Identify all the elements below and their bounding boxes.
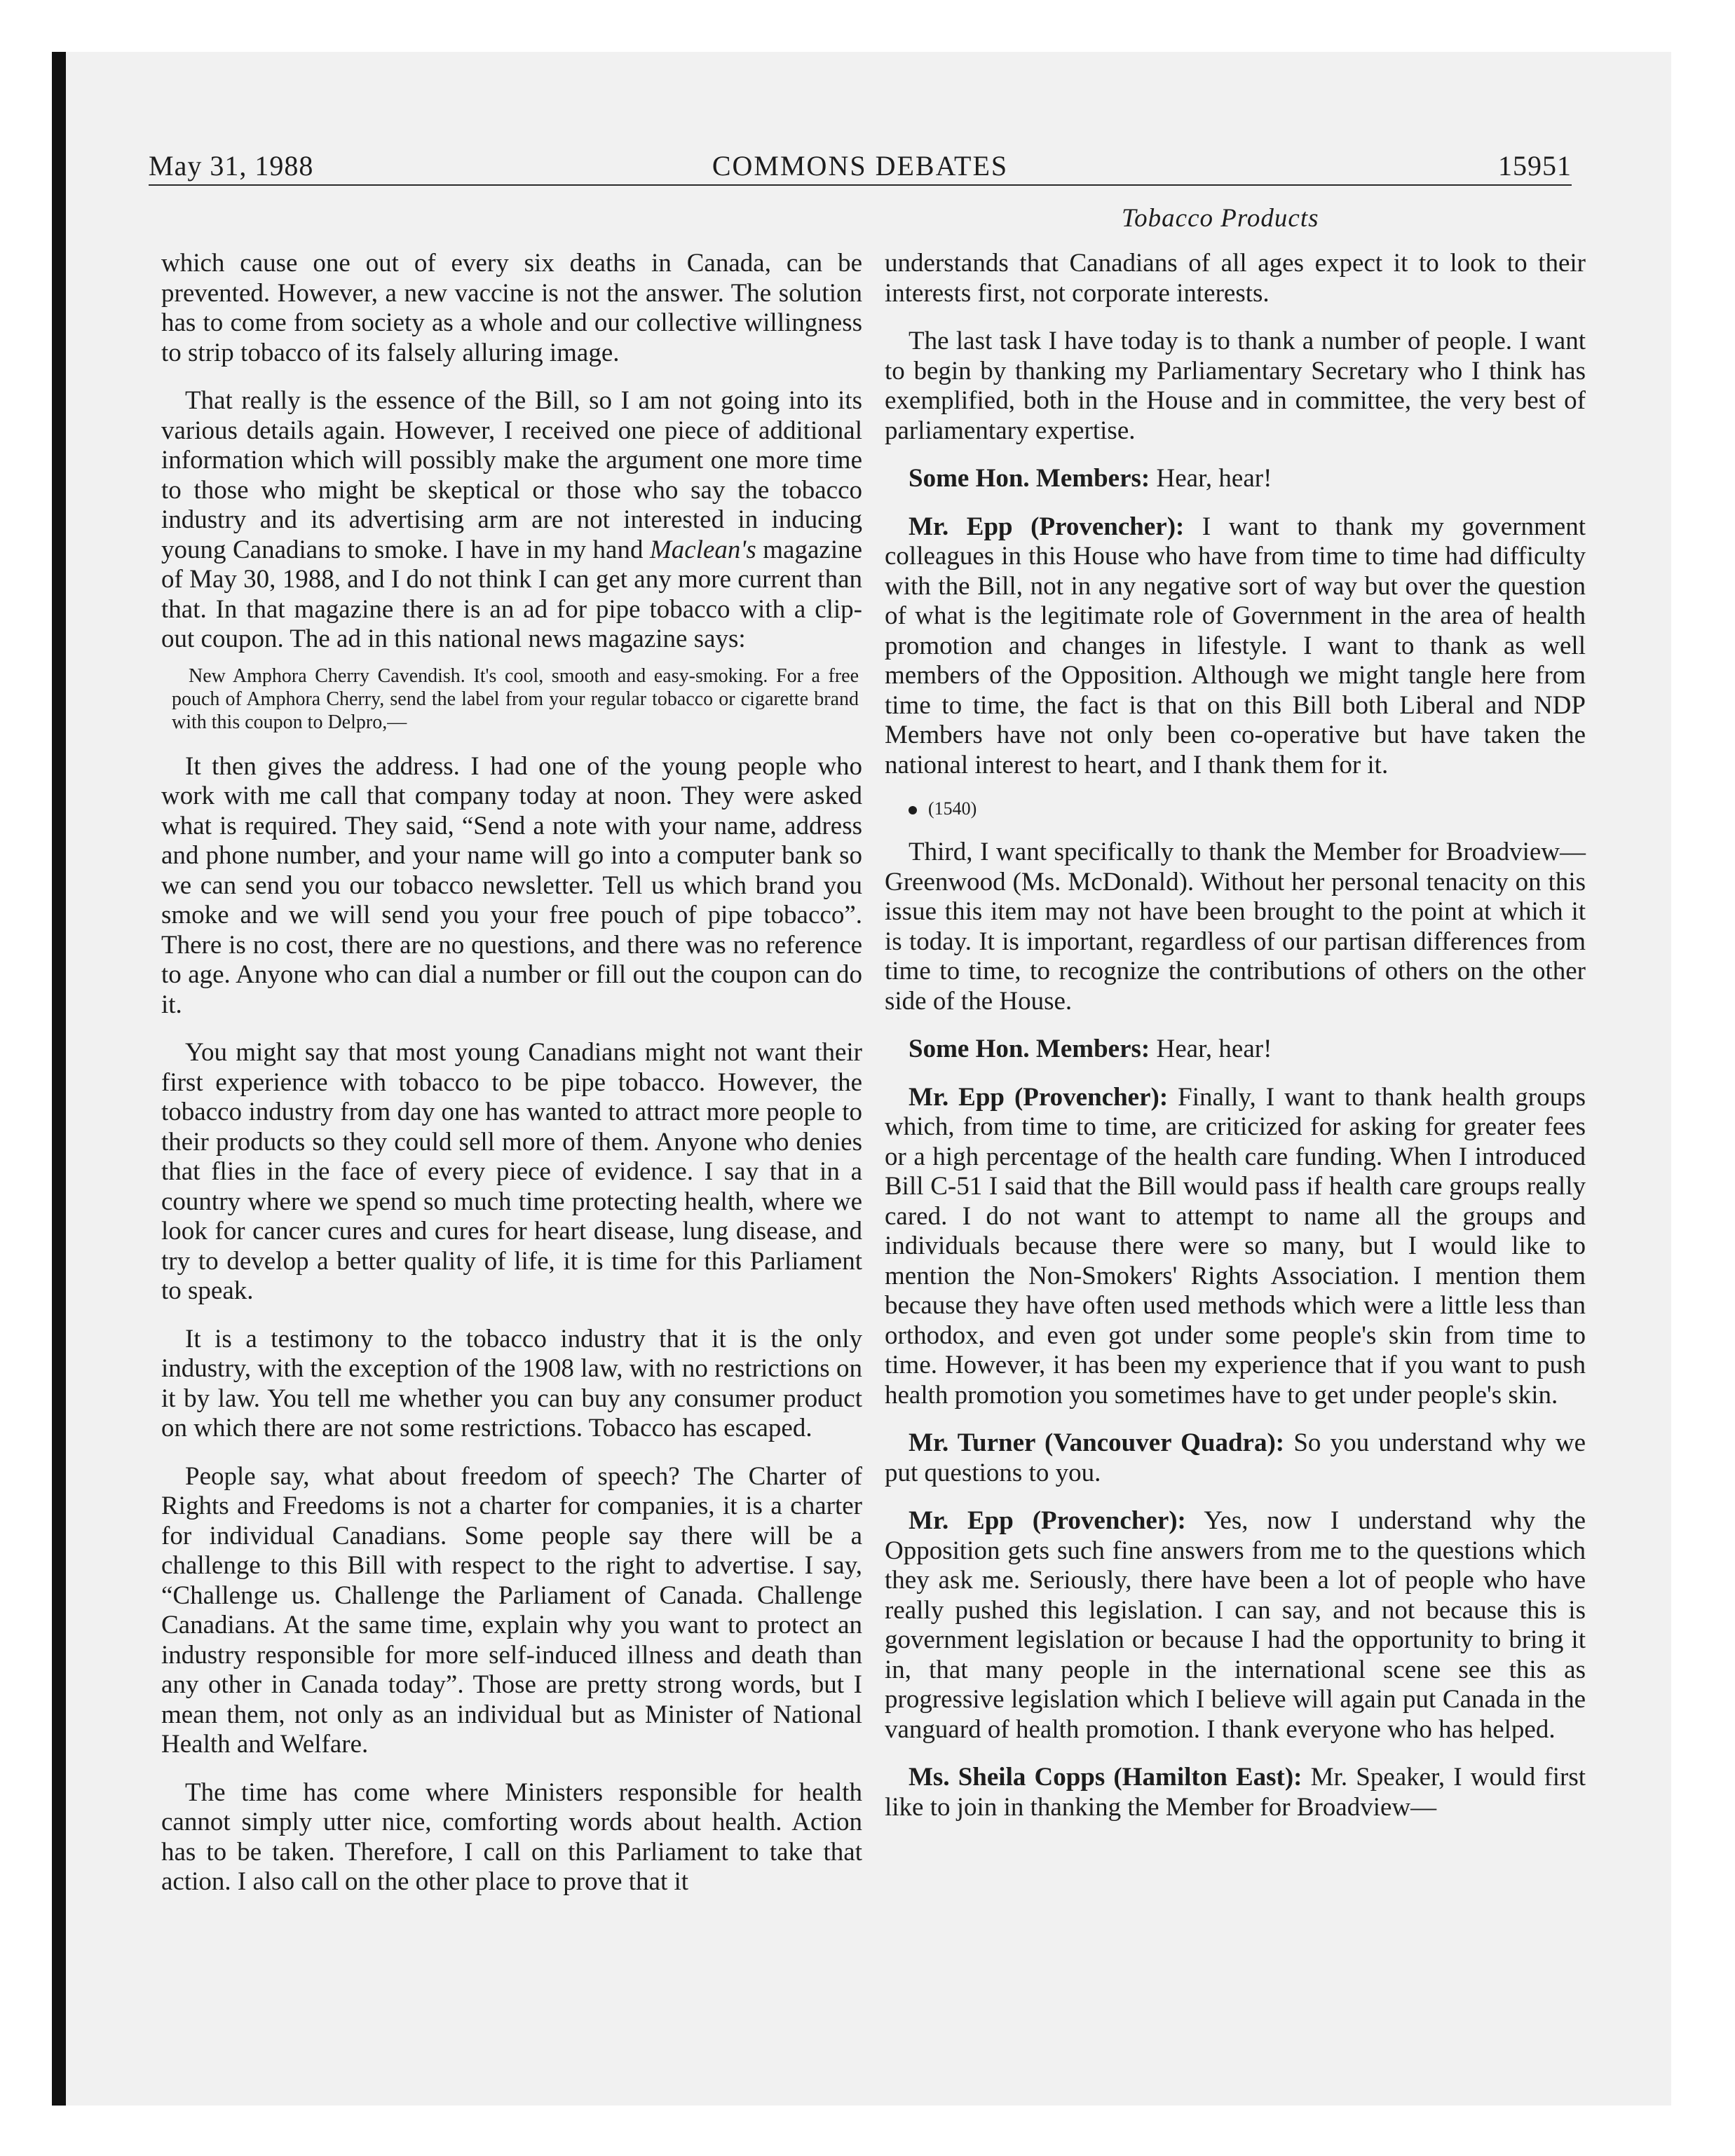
paragraph: You might say that most young Canadians might not want their first experience with tobacco to be pipe tobacco. However, the tobacco industry from day one has wanted to attract more people to their products so they could sell more of them. Anyone who denies that flies in the face of every piece of evidence. I say that in a country where we spend so much time protecting health, where we look for cancer cures and cures for heart disease, lung disease, and try to develop a better quality of life, it is time for this Parliament to speak. (161, 1038, 862, 1305)
speech: Mr. Epp (Provencher): I want to thank my government colleagues in this House who have from time to time had difficulty with the Bill, not in any negative sort of way but over the question of what is the legitimate role of Government in the area of health promotion and changes in lifestyle. I want to thank as well members of the Opposition. Although we might tangle here from time to time, the fact is that on this Bill both Liberal and NDP Members have not only been co-operative but have taken the national interest to heart, and I thank them for it. (885, 512, 1586, 779)
speech: Mr. Epp (Provencher): Finally, I want to thank health groups which, from time to time, are criticized for asking for greater fees or a high percentage of the health care funding. When I introduced Bill C-51 I said that the Bill would pass if health care groups really cared. I do not want to attempt to name all the groups and individuals because there were so many, but I would like to mention the Non-Smokers' Rights Association. I mention them because they have often used methods which were a little less than orthodox, and even got under some people's skin from time to time. However, it has been my experience that if you want to push health promotion you sometimes have to get under people's skin. (885, 1082, 1586, 1410)
time-marker: (1540) (885, 798, 1586, 819)
bullet-icon (909, 806, 917, 814)
paragraph: understands that Canadians of all ages expect it to look to their interests first, not corporate interests. (885, 249, 1586, 308)
paragraph: Third, I want specifically to thank the Member for Broadview—Greenwood (Ms. McDonald). Without her personal tenacity on this issue this item may not have been brought to the point at which it is today. It is important, regardless of our partisan differences from time to time, to recognize the contributions of others on the other side of the House. (885, 838, 1586, 1016)
speaker-name: Mr. Epp (Provencher): (909, 512, 1185, 541)
binding-edge (52, 52, 66, 2106)
paragraph: The time has come where Ministers responsible for health cannot simply utter nice, comforting words about health. Action has to be taken. Therefore, I call on this Parliament to take that action. I also call on the other place to prove that it (161, 1778, 862, 1896)
header-title: COMMONS DEBATES (712, 150, 1009, 182)
speaker-name: Mr. Turner (Vancouver Quadra): (909, 1428, 1285, 1457)
paragraph: It then gives the address. I had one of the young people who work with me call that company today at noon. They were asked what is required. They said, “Send a note with your name, address and phone number, and your name will go into a computer bank so we can send you our tobacco newsletter. Tell us which brand you smoke and we will send you your free pouch of pipe tobacco”. There is no cost, there are no questions, and there was no reference to age. Anyone who can dial a number or fill out the coupon can do it. (161, 751, 862, 1019)
speech: Some Hon. Members: Hear, hear! (909, 1035, 1272, 1063)
quoted-advertisement: New Amphora Cherry Cavendish. It's cool, smooth and easy-smoking. For a free pouch of Amphora Cherry, send the label from your regular tobacco or cigarette brand with this coupon to Delpro,— (172, 664, 859, 733)
paragraph: That really is the essence of the Bill, so I am not going into its various details again. However, I received one piece of additional information which will possibly make the argument one more time to those who might be skeptical or those who say the tobacco industry and its advertising arm are not interested in inducing young Canadians to smoke. I have in my hand Maclean's magazine of May 30, 1988, and I do not think I can get any more current than that. In that magazine there is an ad for pipe tobacco with a clip-out coupon. The ad in this national news magazine says: (161, 386, 863, 653)
header-date: May 31, 1988 (149, 150, 314, 182)
speech: Mr. Epp (Provencher): Yes, now I understand why the Opposition gets such fine answers from me to the questions which they ask me. Seriously, there have been a lot of people who have really pushed this legislation. I can say, and not because this is government legislation or because I had the opportunity to bring it in, that many people in the international scene see this as progressive legislation which I believe will again put Canada in the vanguard of health promotion. I thank everyone who has helped. (885, 1506, 1586, 1744)
speaker-name: Mr. Epp (Provencher): (909, 1506, 1186, 1535)
header-rule (149, 184, 1572, 186)
paragraph: It is a testimony to the tobacco industry that it is the only industry, with the exception of the 1908 law, with no restrictions on it by law. You tell me whether you can buy any consumer product on which there are not some restrictions. Tobacco has escaped. (161, 1324, 862, 1442)
paragraph: which cause one out of every six deaths in Canada, can be prevented. However, a new vaccine is not the answer. The solution has to come from society as a whole and our collective willingness to strip tobacco of its falsely alluring image. (161, 249, 862, 367)
speaker-name: Mr. Epp (Provencher): (909, 1082, 1169, 1112)
speaker-name: Ms. Sheila Copps (Hamilton East): (909, 1763, 1302, 1792)
speech: Mr. Turner (Vancouver Quadra): So you understand why we put questions to you. (885, 1428, 1586, 1487)
subject-heading: Tobacco Products (1122, 204, 1319, 233)
left-column (161, 249, 862, 1916)
speaker-name: Some Hon. Members: (909, 464, 1150, 493)
magazine-title: Maclean's (649, 535, 756, 564)
speech: Some Hon. Members: Hear, hear! (909, 464, 1272, 493)
page-header (149, 149, 1572, 184)
right-column (885, 249, 1586, 1841)
page-number: 15951 (1498, 150, 1572, 182)
paragraph: People say, what about freedom of speech? The Charter of Rights and Freedoms is not a charter for companies, it is a charter for individual Canadians. Some people say there will be a challenge to this Bill with respect to the right to advertise. I say, “Challenge us. Challenge the Parliament of Canada. Challenge Canadians. At the same time, explain why you want to protect an industry responsible for more self-induced illness and death than any other in Canada today”. Those are pretty strong words, but I mean them, not only as an individual but as Minister of National Health and Welfare. (161, 1461, 862, 1759)
speech: Ms. Sheila Copps (Hamilton East): Mr. Speaker, I would first like to join in thanking the Member for Broadview— (885, 1763, 1586, 1822)
paragraph: The last task I have today is to thank a number of people. I want to begin by thanking my Parliamentary Secretary who I think has exemplified, both in the House and in committee, the very best of parliamentary expertise. (885, 327, 1586, 445)
speaker-name: Some Hon. Members: (909, 1035, 1150, 1063)
